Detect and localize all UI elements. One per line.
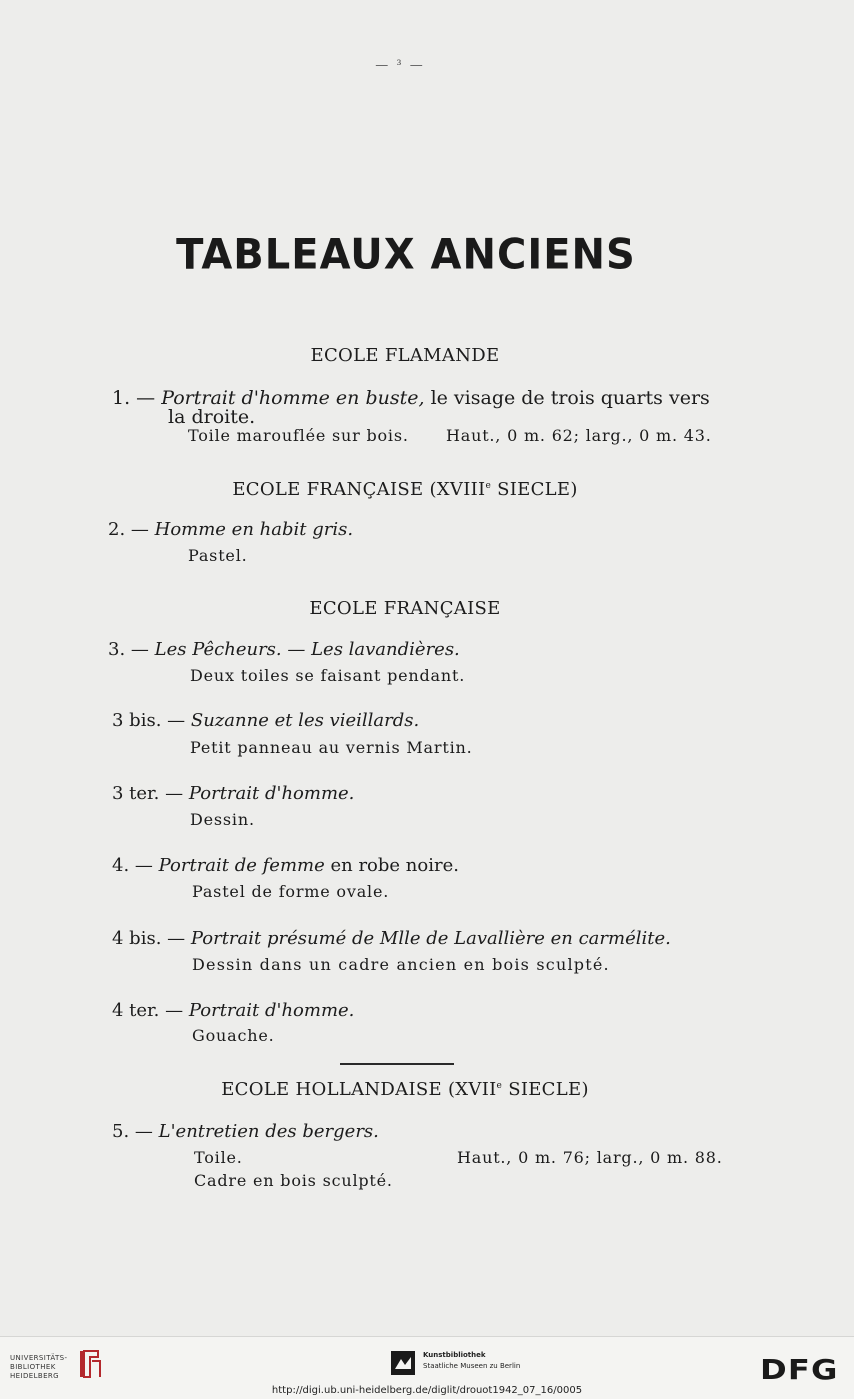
lot-title: Portrait présumé de Mlle de Lavallière en carmélite.: [190, 928, 671, 949]
lot-5-line: [112, 1121, 379, 1142]
lot-1-description: Toile marouflée sur bois.: [188, 426, 409, 445]
university-library-logo-icon: [78, 1347, 102, 1381]
lot-4-line: [112, 855, 459, 876]
lot-4-description: Pastel de forme ovale.: [192, 882, 390, 901]
lot-4ter-description: Gouache.: [192, 1026, 275, 1045]
page-title: TABLEAUX ANCIENS: [176, 230, 636, 280]
lot-number: 4. —: [112, 855, 153, 876]
lot-title: Suzanne et les vieillards.: [190, 710, 420, 731]
lot-title-rest: le visage de trois quarts vers: [424, 387, 710, 409]
lot-1-line2: la droite.: [168, 406, 256, 428]
lot-3-description: Deux toiles se faisant pendant.: [190, 666, 466, 685]
lot-title: L'entretien des bergers.: [158, 1121, 379, 1142]
lot-4ter-line: [112, 1000, 354, 1021]
lot-title: Portrait d'homme en buste,: [161, 387, 425, 409]
viewer-footer: [0, 1336, 854, 1399]
lot-3ter-line: [112, 783, 354, 804]
section-heading-flamande: ECOLE FLAMANDE: [310, 345, 500, 366]
lot-number: 5. —: [112, 1121, 153, 1142]
permalink-url[interactable]: http://digi.ub.uni-heidelberg.de/diglit/drouot1942_07_16/0005: [271, 1385, 583, 1396]
section-heading-francaise: ECOLE FRANÇAISE: [309, 598, 501, 619]
university-library-label: UNIVERSITÄTS- BIBLIOTHEK HEIDELBERG: [10, 1354, 68, 1380]
lot-3bis-line: [112, 710, 419, 731]
section-heading-francaise-18: ECOLE FRANÇAISE (XVIIIe SIECLE): [232, 479, 578, 500]
lot-4bis-description: Dessin dans un cadre ancien en bois sculpté.: [192, 955, 610, 974]
lot-2-description: Pastel.: [188, 546, 248, 565]
dfg-logo: DFG: [760, 1353, 839, 1386]
lot-title: Portrait de femme: [158, 855, 325, 876]
lot-title: Homme en habit gris.: [154, 519, 354, 540]
lot-title: Portrait d'homme.: [188, 783, 355, 804]
lot-number: 1. —: [112, 387, 156, 409]
lot-2-line: [108, 519, 353, 540]
lot-5-description-2: Cadre en bois sculpté.: [194, 1171, 393, 1190]
lot-1-dimensions: Haut., 0 m. 62; larg., 0 m. 43.: [446, 426, 712, 445]
lot-number: 3. —: [108, 639, 149, 660]
lot-3bis-description: Petit panneau au vernis Martin.: [190, 738, 473, 757]
lot-title: Les Pêcheurs. — Les lavandières.: [154, 639, 460, 660]
lot-number: 4 ter. —: [112, 1000, 184, 1021]
lot-number: 4 bis. —: [112, 928, 186, 949]
lot-5-description: Toile.: [194, 1148, 243, 1167]
lot-title-rest: en robe noire.: [324, 855, 459, 876]
divider-rule: [340, 1063, 454, 1065]
section-heading-hollandaise: ECOLE HOLLANDAISE (XVIIe SIECLE): [221, 1079, 589, 1100]
lot-3ter-description: Dessin.: [190, 810, 255, 829]
lot-4bis-line: [112, 928, 671, 949]
lot-5-dimensions: Haut., 0 m. 76; larg., 0 m. 88.: [457, 1148, 723, 1167]
kunstbibliothek-label: Kunstbibliothek Staatliche Museen zu Berlin: [423, 1351, 521, 1370]
lot-number: 3 ter. —: [112, 783, 184, 804]
kunstbibliothek-logo-icon: [391, 1351, 415, 1375]
lot-number: 3 bis. —: [112, 710, 186, 731]
lot-title: Portrait d'homme.: [188, 1000, 355, 1021]
page-number: — ³ —: [375, 58, 425, 73]
lot-number: 2. —: [108, 519, 149, 540]
lot-3-line: [108, 639, 460, 660]
